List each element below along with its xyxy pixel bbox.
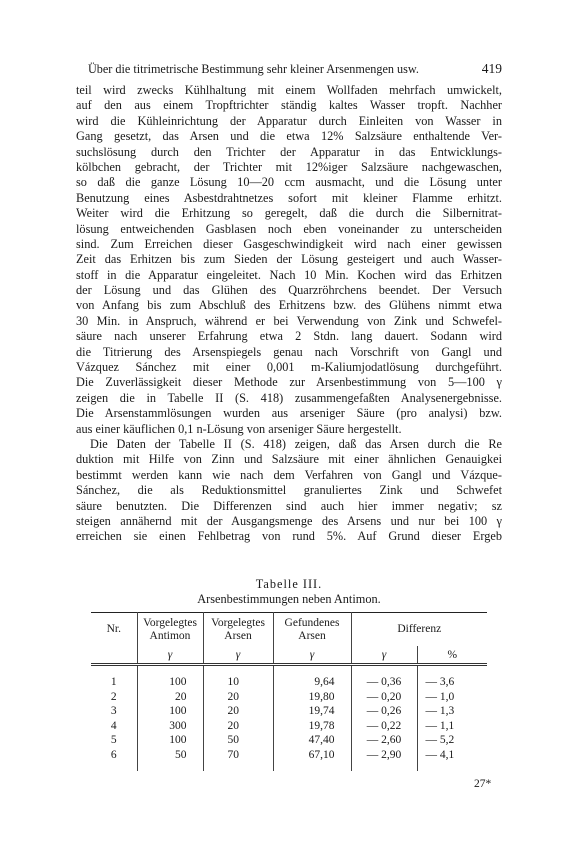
table-row bbox=[91, 704, 487, 719]
results-table bbox=[91, 612, 487, 771]
table-row bbox=[91, 665, 487, 690]
col-header-antimon bbox=[137, 613, 203, 647]
cell-diff: — 0,20 bbox=[351, 690, 417, 705]
cell-nr: 1 bbox=[110, 676, 117, 688]
cell-nr: 2 bbox=[110, 690, 117, 703]
cell-gefunden: 47,40 bbox=[273, 733, 351, 748]
cell-diff: — 2,60 bbox=[351, 733, 417, 748]
cell-pct: — 5,2 bbox=[417, 733, 487, 748]
table-subtitle: Arsenbestimmungen neben Antimon. bbox=[197, 592, 381, 606]
unit-diff-pct: % bbox=[417, 646, 487, 665]
cell-nr: 4 bbox=[110, 719, 117, 732]
cell-antimon: 100 bbox=[137, 665, 203, 690]
cell-pct: — 3,6 bbox=[417, 665, 487, 690]
cell-gefunden: 9,64 bbox=[273, 665, 351, 690]
text-line: säure nach unserer Erfahrung etwa 2 Stdn. lang dauert. Sodann wird bbox=[76, 329, 502, 344]
text-line: die Titrierung des Arsenspiegels genau nach Vorschrift von Gangl und bbox=[76, 344, 502, 359]
text-line: bestimmt werden kann wie nach dem Verfahren von Gangl und Vázque- bbox=[76, 467, 502, 482]
cell-diff: — 0,22 bbox=[351, 719, 417, 734]
cell-antimon: 50 bbox=[137, 748, 203, 771]
cell-arsen: 50 bbox=[203, 733, 273, 748]
cell-gefunden: 67,10 bbox=[273, 748, 351, 771]
text-line: kölbchen gebracht, der Trichter mit 12%iger Salzsäure nachgewaschen, bbox=[76, 159, 502, 174]
unit-arsen-gefunden: γ bbox=[273, 646, 351, 665]
cell-gefunden: 19,74 bbox=[273, 704, 351, 719]
text-line: zeigen die in Tabelle II (S. 418) zusammengefaßten Analysenergebnisse. bbox=[76, 390, 502, 405]
unit-arsen-vorgelegt: γ bbox=[203, 646, 273, 665]
text-line: Sánchez, die als Reduktionsmittel granuliertes Zink und Schwefet bbox=[76, 483, 502, 498]
text-line: so daß die ganze Lösung 10—20 ccm ausmacht, und die Lösung unter bbox=[76, 175, 502, 190]
cell-diff: — 0,26 bbox=[351, 704, 417, 719]
col-header-arsen-gefunden bbox=[273, 613, 351, 647]
table-row bbox=[91, 719, 487, 734]
text-line: lösung entweichenden Gasblasen noch eben voneinander zu unterscheiden bbox=[76, 221, 502, 236]
cell-nr: 5 bbox=[110, 734, 117, 747]
text-line: Benutzung eines Asbestdrahtnetzes sofort mit kleiner Flamme erhitzt. bbox=[76, 190, 502, 205]
text-line: auf den aus einem Tropftrichter ständig kaltes Wasser tropft. Nachher bbox=[76, 98, 502, 113]
cell-arsen: 20 bbox=[203, 704, 273, 719]
table-row bbox=[91, 690, 487, 705]
text-line: Zeit das Erhitzen bis zum Sieden der Lösung gesteigert und auch Wasser- bbox=[76, 252, 502, 267]
text-line: suchslösung durch den Trichter der Apparatur in das Entwicklungs- bbox=[76, 144, 502, 159]
cell-arsen: 70 bbox=[203, 748, 273, 771]
col-header-arsen-vorgelegt-label: Vorgelegtes Arsen bbox=[211, 616, 265, 642]
text-line: teil wird zwecks Kühlhaltung mit einem Wollfaden mehrfach umwickelt, bbox=[76, 83, 502, 97]
col-header-differenz: Differenz bbox=[351, 613, 487, 647]
table-row bbox=[91, 733, 487, 748]
cell-arsen: 20 bbox=[203, 690, 273, 705]
table-title: Tabelle III. bbox=[255, 577, 323, 591]
cell-arsen: 20 bbox=[203, 719, 273, 734]
text-line: Die Daten der Tabelle II (S. 418) zeigen, daß das Arsen durch die Re bbox=[90, 436, 502, 451]
cell-diff: — 2,90 bbox=[351, 748, 417, 771]
running-head bbox=[88, 61, 502, 77]
unit-nr bbox=[91, 646, 137, 665]
body-text bbox=[76, 83, 502, 545]
unit-antimon: γ bbox=[137, 646, 203, 665]
cell-gefunden: 19,80 bbox=[273, 690, 351, 705]
cell-antimon: 300 bbox=[137, 719, 203, 734]
text-line: steigen annähernd mit der Ausgangsmenge des Arsens und nur bei 100 γ bbox=[76, 513, 502, 528]
cell-nr: 6 bbox=[110, 748, 117, 761]
text-line: säure benutzten. Die Differenzen sind auch hier immer negativ; sz bbox=[76, 498, 502, 513]
text-line: Weiter wird die Erhitzung so geregelt, daß die durch die Silbernitrat- bbox=[76, 206, 502, 221]
text-line: Vázquez Sánchez mit einer 0,001 m-Kaliumjodatlösung durchgeführt. bbox=[76, 360, 502, 375]
unit-diff-abs: γ bbox=[351, 646, 417, 665]
signature-mark: 27* bbox=[474, 778, 492, 790]
cell-antimon: 100 bbox=[137, 704, 203, 719]
text-line: der Lösung und das Glühen des Quarzröhrchens beendet. Der Versuch bbox=[76, 283, 502, 298]
table-row bbox=[91, 748, 487, 771]
cell-pct: — 4,1 bbox=[417, 748, 487, 771]
cell-nr: 3 bbox=[110, 705, 117, 718]
text-line: stoff in die Apparatur eingeleitet. Nach 10 Min. Kochen wird das Erhitzen bbox=[76, 267, 502, 282]
col-header-nr: Nr. bbox=[106, 623, 121, 635]
cell-diff: — 0,36 bbox=[351, 665, 417, 690]
text-line: duktion mit Hilfe von Zinn und Salzsäure mit einer ähnlichen Genauigkei bbox=[76, 452, 502, 467]
text-line: aus einer käuflichen 0,1 n-Lösung von arseniger Säure hergestellt. bbox=[76, 421, 402, 436]
cell-antimon: 100 bbox=[137, 733, 203, 748]
text-line: 30 Min. in Anspruch, während er bei Verwendung von Zink und Schwefel- bbox=[76, 313, 502, 328]
text-line: sind. Zum Erreichen dieser Gasgeschwindigkeit wird nach einer gewissen bbox=[76, 236, 502, 251]
col-header-arsen-vorgelegt bbox=[203, 613, 273, 647]
text-line: Die Arsenstammlösungen wurden aus arseniger Säure (pro analysi) bzw. bbox=[76, 406, 502, 421]
cell-antimon: 20 bbox=[137, 690, 203, 705]
page-number: 419 bbox=[481, 61, 502, 76]
text-line: von Anfang bis zum Abschluß des Erhitzens bzw. des Glühens nimmt etwa bbox=[76, 298, 502, 313]
col-header-arsen-gefunden-label: Gefundenes Arsen bbox=[284, 616, 340, 642]
col-header-antimon-label: Vorgelegtes Antimon bbox=[143, 616, 197, 642]
text-line: Die Zuverlässigkeit dieser Methode zur Arsenbestimmung von 5—100 γ bbox=[76, 375, 502, 390]
cell-arsen: 10 bbox=[203, 665, 273, 690]
cell-pct: — 1,1 bbox=[417, 719, 487, 734]
cell-pct: — 1,0 bbox=[417, 690, 487, 705]
text-line: wird die Kühleinrichtung der Apparatur durch Einleiten von Wasser in bbox=[76, 113, 502, 128]
text-line: Gang gesetzt, das Arsen und die etwa 12% Salzsäure enthaltende Ver- bbox=[76, 129, 502, 144]
text-line: erreichen sie einen Fehlbetrag von rund 5%. Auf Grund dieser Ergeb bbox=[76, 529, 502, 544]
cell-pct: — 1,3 bbox=[417, 704, 487, 719]
running-title: Über die titrimetrische Bestimmung sehr kleiner Arsenmengen usw. bbox=[88, 62, 419, 76]
cell-gefunden: 19,78 bbox=[273, 719, 351, 734]
